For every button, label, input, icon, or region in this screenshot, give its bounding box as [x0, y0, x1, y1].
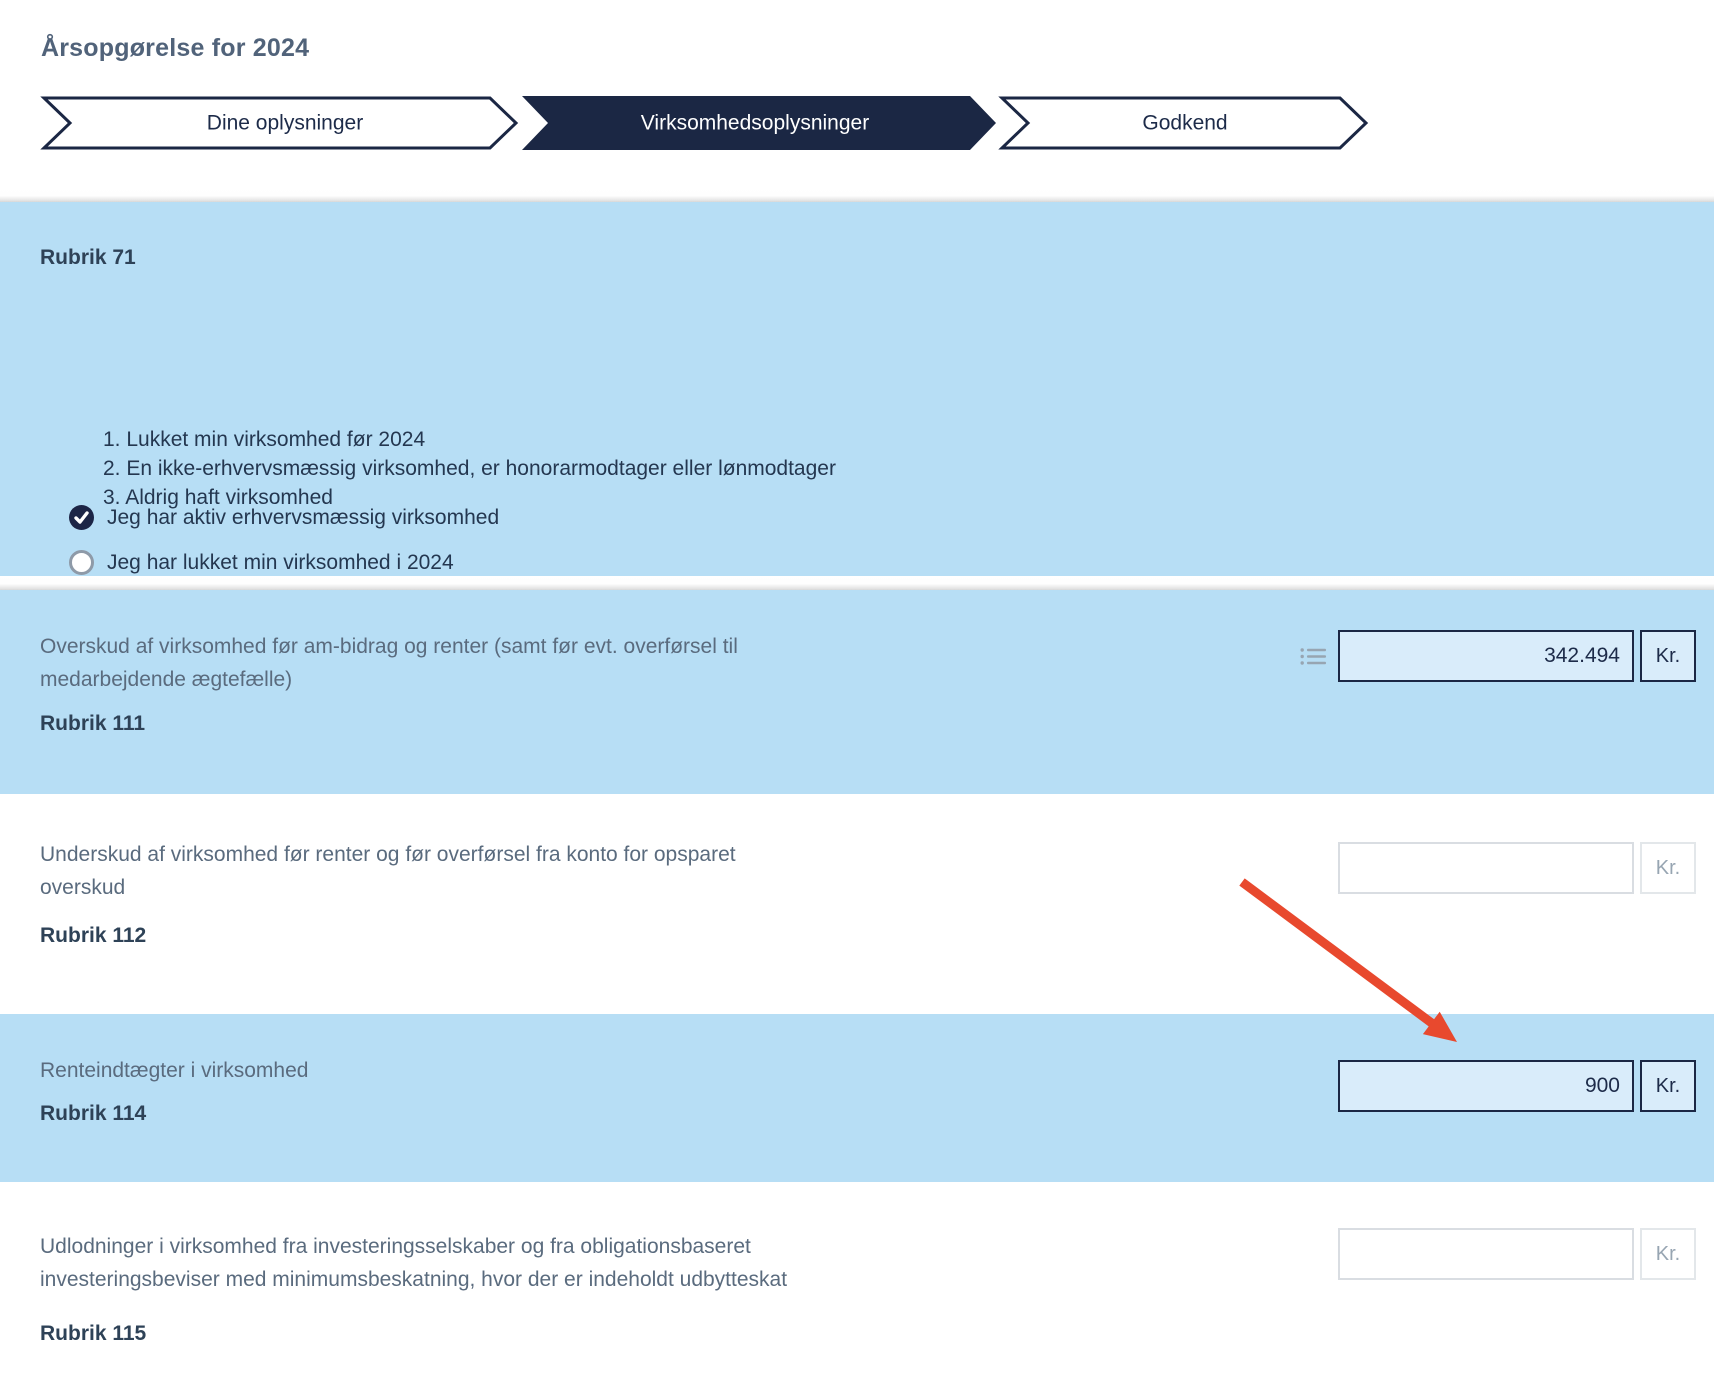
unit-kr: Kr. — [1640, 630, 1696, 682]
radio-option-label: Jeg har aktiv erhvervsmæssig virksomhed — [107, 505, 500, 529]
field-label: Underskud af virksomhed før renter og før overførsel fra konto for opsparet overskud — [40, 843, 736, 899]
unit-kr: Kr. — [1640, 1228, 1696, 1280]
sublist-item: 2. En ikke-erhvervsmæssig virksomhed, er honorarmodtager eller lønmodtager — [103, 457, 836, 480]
radio-unchecked-icon[interactable] — [69, 550, 94, 575]
rubrik-114-heading: Rubrik 114 — [40, 1102, 147, 1125]
rubrik-111-input[interactable] — [1338, 630, 1634, 682]
sublist-item: 3. Aldrig haft virksomhed — [103, 486, 333, 509]
section-rubrik-115 — [0, 1182, 1714, 1394]
section-rubrik-111 — [0, 590, 1714, 794]
radio-option-sublist — [103, 425, 836, 512]
radio-option-label: Jeg har lukket min virksomhed i 2024 — [107, 550, 454, 574]
sublist-item: 1. Lukket min virksomhed før 2024 — [103, 428, 426, 451]
rubrik-112-input[interactable] — [1338, 842, 1634, 894]
step-virksomhedsoplysninger[interactable] — [522, 96, 996, 150]
rubrik-114-input[interactable] — [1338, 1060, 1634, 1112]
radio-option-lukket-2024[interactable] — [69, 550, 454, 575]
section-rubrik-114 — [0, 1014, 1714, 1182]
field-label: Udlodninger i virksomhed fra investeringsselskaber og fra obligationsbaseret investeringsbeviser med minimumsbeskatning, hvor der er indeholdt udbytteskat — [40, 1235, 788, 1291]
list-icon[interactable] — [1300, 647, 1327, 671]
page-title: Årsopgørelse for 2024 — [41, 34, 310, 62]
rubrik-111-heading: Rubrik 111 — [40, 712, 146, 735]
field-label: Renteindtægter i virksomhed — [40, 1059, 309, 1082]
step-label: Godkend — [1142, 111, 1228, 135]
step-label: Dine oplysninger — [206, 111, 364, 135]
unit-kr: Kr. — [1640, 1060, 1696, 1112]
section-divider — [0, 576, 1714, 590]
unit-kr: Kr. — [1640, 842, 1696, 894]
section-divider — [0, 188, 1714, 202]
section-rubrik-112 — [0, 794, 1714, 1014]
step-godkend[interactable] — [1002, 98, 1366, 148]
rubrik-112-heading: Rubrik 112 — [40, 924, 147, 947]
rubrik-115-heading: Rubrik 115 — [40, 1322, 147, 1345]
rubrik-71-heading: Rubrik 71 — [40, 246, 136, 269]
step-dine-oplysninger[interactable] — [44, 98, 516, 148]
stepper — [40, 94, 1370, 152]
step-label-active: Virksomhedsoplysninger — [640, 111, 870, 135]
section-rubrik-71 — [0, 202, 1714, 576]
radio-checked-icon[interactable] — [69, 505, 94, 530]
rubrik-115-input[interactable] — [1338, 1228, 1634, 1280]
field-label: Overskud af virksomhed før am-bidrag og renter (samt før evt. overførsel til medarbejdende ægtefælle) — [40, 635, 738, 691]
